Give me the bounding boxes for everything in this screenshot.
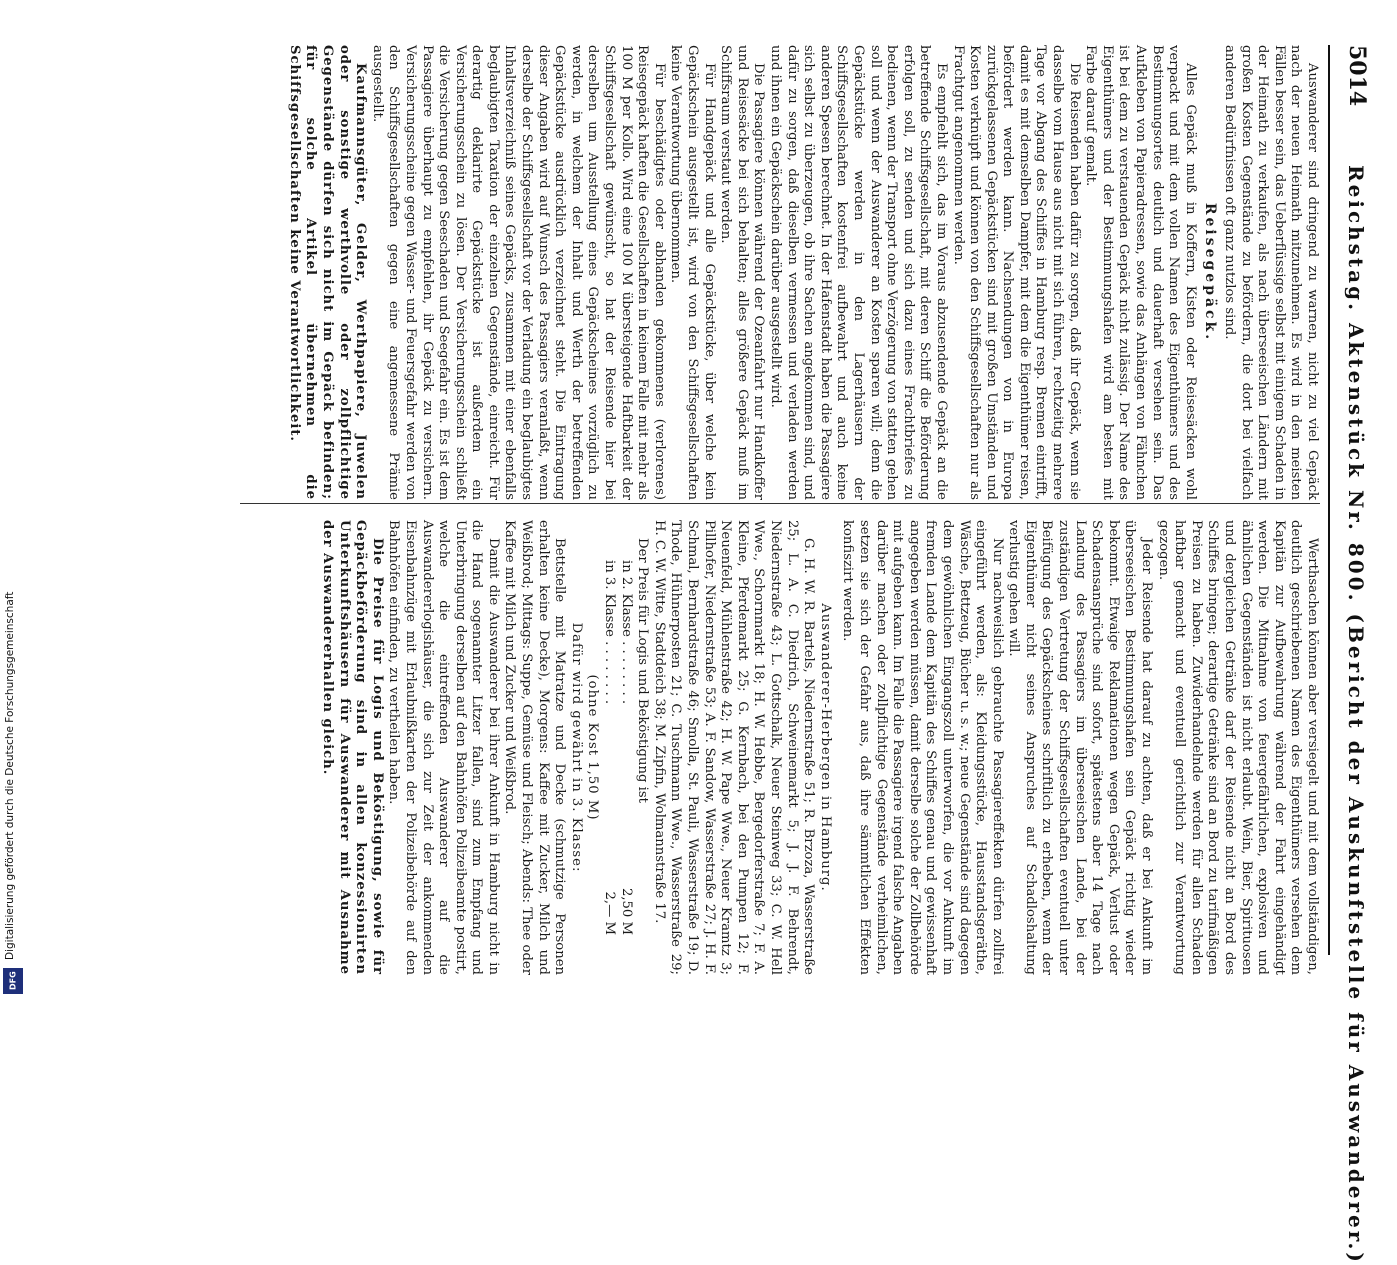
herbergen-list: G. H. W. R. Bartels, Niedernstraße 51; R. Brzoza, Wasserstraße 25; L. A. C. Diedrich, Schweinemarkt 5; J. J. F. Behrendt, Niedernstraße 43; L. Gottschalk, Neuer Steinweg 33; C. W. Hell Wwe., Schornmarkt 18; H. W. Hebbe, Bergedorferstraße 7; F. A. Kleine, Pferdemarkt 25; G. Kernbach, bei den Pumpen 12; F. Neuenfeld, Mühlenstraße 42; H. W. Pape Wwe., Neuer Kramtz 3; Pillhofer, Niedernstraße 53; A. F. Sandow, Wasserstraße 27; J. H. F. Schmal, Bernhardstraße 46; Smolla, St. Pauli, Wasserstraße 19; D. Thode, Hühnerposten 21; C. Tuschmann Wwe., Wasserstraße 29; H. C. W. Witte, Stadtdeich 38; M. Zipfin, Wolmannstraße 17. xyxy=(651,520,817,975)
intro-paragraph: Auswanderer sind dringend zu warnen, nicht zu viel Gepäck nach der neuen Heimath mitzunehmen. Es wird in den meisten Fällen besser sein, das Ueberflüssige selbst mit einigem Schaden in der Heimath zu verkaufen, als nach überseeischen Ländern mit großen Kosten Gegenstände zu befördern, die dort bei vielfach anderen Bedürfnissen oft ganz nutzlos sind. xyxy=(1222,45,1320,500)
right-column xyxy=(318,520,1320,975)
dfg-logo: DFG xyxy=(3,968,23,994)
left-column xyxy=(285,45,1320,500)
left-paragraph: Die Passagiere können während der Ozeanfahrt nur Handkoffer und Reisesäcke bei sich behalten; alles größere Gepäck muß im Schiffsraum verstaut werden. xyxy=(718,45,767,500)
left-paragraph: Die Reisenden haben dafür zu sorgen, daß ihr Gepäck, wenn sie dasselbe vom Hause aus nicht mit sich führen, rechtzeitig mehrere Tage vor Abgang des Schiffes in Hamburg resp. Bremen eintrifft, damit es mit demselben Dampfer, mit dem die Eigenthümer reisen, befördert werden kann. Nachsendungen von in Europa zurückgelassenen Gepäckstücken sind mit großen Umständen und Kosten verknüpft und können von den Schiffsgesellschaften nur als Frachtgut angenommen werden. xyxy=(950,45,1082,500)
price-label: in 2. Klasse . . . . . . . . xyxy=(618,560,634,705)
price-intro: Der Preis für Logis und Beköstigung ist xyxy=(635,538,651,803)
running-title: Reichstag. Aktenstück Nr. 800. (Bericht der Auskunftstelle für Auswanderer.) xyxy=(1344,165,1368,1265)
right-paragraph: Nur nachweislich gebrauchte Passagiereffekten dürfen zollfrei eingeführt werden, als: Kleidungsstücke, Hausstandsgeräthe, Wäsche, Bettzeug, Bücher u. s. w.; neue Gegenstände sind dagegen dem gewöhnlichen Eingangszoll unterworfen, die vor Ankunft im fremden Lande dem Kapitän des Schiffes genau und gewissenhaft angegeben werden müssen, damit derselbe solche der Zollbehörde mit aufgeben kann. Im Falle die Passagiere irgend falsche Angaben darüber machen oder zollpflichtige Gegenstände verheimlichen, setzen sie sich der Gefahr aus, daß ihre sämmtlichen Effekten konfiszirt werden. xyxy=(840,520,1005,975)
section-heading-reisegepaeck: Reisegepäck. xyxy=(1202,202,1219,343)
page-header xyxy=(1328,45,1380,1265)
dafuer-text: Bettstelle mit Matratze und Decke (schmutzige Personen erhalten keine Decke), Morgens: Kaffee mit Zucker, Milch und Weißbrod; Mittags: Suppe, Gemüse und Fleisch; Abends: Thee oder Kaffee mit Milch und Zucker und Weißbrod. xyxy=(502,520,568,975)
page-number: 5014 xyxy=(1344,45,1370,107)
digitization-note: Digitalisierung gefördert durch die Deutsche Forschungsgemeinschaft xyxy=(4,591,16,960)
left-paragraph: Alles Gepäck muß in Koffern, Kisten oder Reisesäcken wohl verpackt und mit dem vollen Namen des Eigenthümers und des Bestimmungsortes deutlich und dauerhaft versehen sein. Das Aufkleben von Papieradressen, sowie das Anhängen von Fähnchen ist bei dem zu verstauenden Gepäck nicht zulässig. Der Name des Eigenthümers und der Bestimmungshafen wird am besten mit Farbe darauf gemalt. xyxy=(1083,45,1198,500)
dafuer-heading: Dafür wird gewährt in 3. Klasse: xyxy=(568,622,584,873)
herbergen-heading: Auswanderer-Herbergen in Hamburg. xyxy=(817,603,833,892)
price-row xyxy=(600,520,617,975)
price-value: 2,50 M xyxy=(618,887,634,935)
right-paragraph-emphasis: Die Preise für Logis und Beköstigung, sowie für Gepäckbeförderung sind in allen konzessionirten Unterkunftshäusern für Auswanderer mit Ausnahme der Auswandererhallen gleich. xyxy=(319,520,385,975)
right-paragraph: Damit die Auswanderer bei ihrer Ankunft in Hamburg nicht in die Hand sogenannter Litzer fallen, sind zum Empfang und Unterbringung derselben auf den Bahnhöfen Polizeibeamte postirt, welche die eintreffenden Auswanderer auf die Auswandererlogishäuser, die sich zur Zeit der ankommenden Eisenbahnzüge mit Erlaubnißkarten der Polizeibehörde auf den Bahnhöfen einfinden, zu vertheilen haben. xyxy=(386,520,501,975)
right-paragraph: Jeder Reisende hat darauf zu achten, daß er bei Ankunft im überseeischen Bestimmungshafen sein Gepäck richtig wieder bekommt. Etwaige Reklamationen wegen Gepäck, Verlust oder Schadensansprüche sind sofort, spätestens aber 14 Tage nach Landung des Passagiers im überseeischen Lande, bei der zuständigen Vertretung der Schiffsgesellschaften eventuell unter Beifügung des Gepäckscheines schriftlich zu erheben, wenn der Eigenthümer nicht seines Anspruches auf Schadloshaltung verlustig gehen will. xyxy=(1006,520,1155,975)
digitization-sidebar xyxy=(0,0,26,1000)
column-divider xyxy=(240,503,1320,504)
right-paragraph: Werthsachen können aber versiegelt und mit dem vollständigen, deutlich geschriebenen Namen des Eigenthümers versehen dem Kapitän zur Aufbewahrung während der Fahrt eingehändigt werden. Die Mitnahme von feuergefährlichen, explosiven und ähnlichen Gegenständen ist nicht erlaubt. Wein, Bier, Spirituosen und dergleichen Getränke darf der Reisende nicht an Bord des Schiffes bringen; derartige Getränke sind an Bord zu tarifmäßigen Preisen zu haben. Zuwiderhandelnde werden für allen Schaden haftbar gemacht und eventuell gerichtlich zur Verantwortung gezogen. xyxy=(1155,520,1320,975)
left-paragraph-emphasis: Kaufmannsgüter, Gelder, Werthpapiere, Juwelen oder sonstige werthvolle oder zollpflichtige Gegenstände dürfen sich nicht im Gepäck befinden; für solche Artikel übernehmen die Schiffsgesellschaften keine Verantwortlichkeit. xyxy=(286,45,369,500)
price-note: (ohne Kost 1,50 M) xyxy=(585,674,601,821)
left-paragraph: Für Handgepäck und alle Gepäckstücke, über welche kein Gepäckschein ausgestellt ist, wird von den Schiffsgesellschaften keine Verantwortung übernommen. xyxy=(668,45,717,500)
left-paragraph: Es empfiehlt sich, das im Voraus abzusendende Gepäck an die betreffende Schiffsgesellschaft, mit deren Schiff die Beförderung erfolgen soll, zu senden und sich dazu eines Frachtbriefes zu bedienen, wenn der Transport ohne Verzögerung von statten gehen soll und wenn der Auswanderer an Kosten sparen will; denn die Gepäckstücke werden in den Lagerhäusern der Schiffsgesellschaften kostenfrei aufbewahrt und auch keine anderen Spesen berechnet. In der Hafenstadt haben die Passagiere sich selbst zu überzeugen, ob ihre Sachen angekommen sind, und dafür zu sorgen, daß dieselben vermessen und verladen werden und ihnen ein Gepäckschein darüber ausgestellt wird. xyxy=(768,45,949,500)
rotated-scan xyxy=(183,0,1380,1265)
price-label: in 3. Klasse . . . . . . . . xyxy=(602,560,618,705)
price-row xyxy=(617,520,634,975)
price-value: 2,— M xyxy=(602,891,618,935)
left-paragraph: Für beschädigtes oder abhanden gekommenes (verlorenes) Reisegepäck haften die Gesellschaften in keinem Falle mit mehr als 100 M per Kollo. Wird eine 100 M übersteigende Haftbarkeit der Schiffsgesellschaft gewünscht, so hat der Reisende hier bei derselben um Ausstellung eines Gepäckscheines vorzüglich zu werden, in welchem der Inhalt und Werth der betreffenden Gepäckstücke ausdrücklich verzeichnet steht. Die Eintragung dieser Angaben wird auf Wunsch des Passagiers veranlaßt, wenn derselbe der Schiffsgesellschaft vor der Verladung ein beglaubigtes Inhaltsverzeichniß seines Gepäcks, zusammen mit einer ebenfalls beglaubigten Taxation der einzelnen Gegenstände, einreicht. Für derartig deklarirte Gepäckstücke ist außerdem ein Versicherungsschein zu lösen. Der Versicherungsschein schließt die Versicherung gegen Seeschaden und Seegefahr ein. Es ist dem Passagiere überhaupt zu empfehlen, ihr Gepäck zu versichern. Versicherungsscheine gegen Wasser- und Feuersgefahr werden von den Schiffsgesellschaften gegen eine angemessene Prämie ausgestellt. xyxy=(369,45,667,500)
